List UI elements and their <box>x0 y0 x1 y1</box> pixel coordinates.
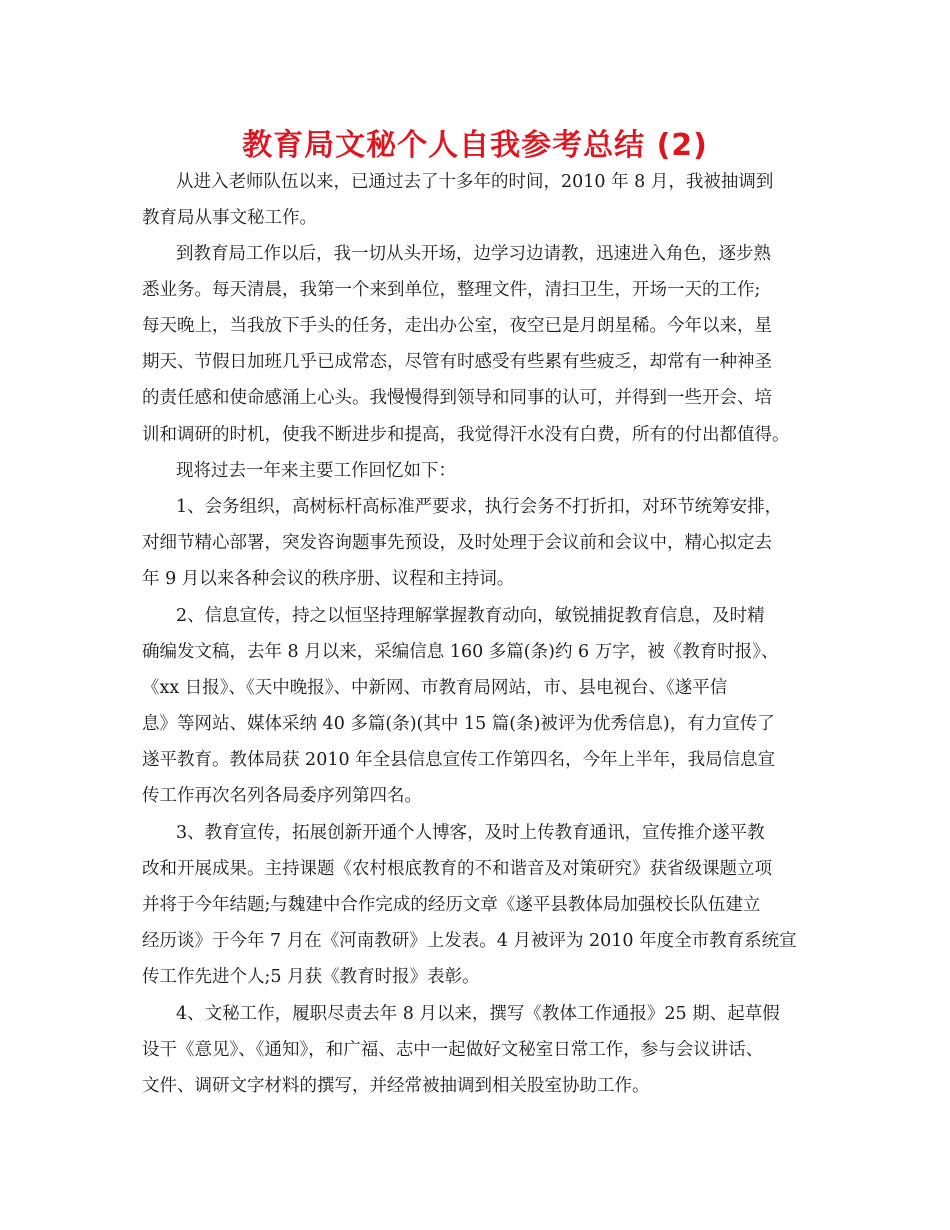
text-line: 文件、调研文字材料的撰写，并经常被抽调到相关股室协助工作。 <box>142 1076 650 1096</box>
text-line: 遂平教育。教体局获 2010 年全县信息宣传工作第四名，今年上半年，我局信息宣 <box>142 750 776 770</box>
document-title: 教育局文秘个人自我参考总结 (2) <box>242 128 708 163</box>
text-line: 息》等网站、媒体采纳 40 多篇(条)(其中 15 篇(条)被评为优秀信息)，有力宣传了 <box>142 714 775 734</box>
text-line: 每天晚上，当我放下手头的任务，走出办公室，夜空已是月朗星稀。今年以来，星 <box>142 316 772 336</box>
text-line: 设干《意见》、《通知》，和广福、志中一起做好文秘室日常工作，参与会议讲话、 <box>142 1040 764 1060</box>
text-line: 传工作先进个人;5 月获《教育时报》表彰。 <box>142 967 480 987</box>
text-line: 对细节精心部署，突发咨询题事先预设，及时处理于会议前和会议中，精心拟定去 <box>142 533 772 553</box>
text-line: 从进入老师队伍以来，已通过去了十多年的时间，2010 年 8 月，我被抽调到 <box>176 172 774 192</box>
text-line: 改和开展成果。主持课题《农村根底教育的不和谐音及对策研究》获省级课题立项 <box>142 859 772 879</box>
text-line: 3、教育宣传，拓展创新开通个人博客，及时上传教育通讯，宣传推介遂平教 <box>176 823 765 843</box>
text-line: 传工作再次名列各局委序列第四名。 <box>142 786 422 806</box>
text-line: 的责任感和使命感涌上心头。我慢慢得到领导和同事的认可，并得到一些开会、培 <box>142 388 772 408</box>
text-line: 确编发文稿，去年 8 月以来，采编信息 160 多篇(条)约 6 万字，被《教育时报》、 <box>142 642 779 662</box>
text-line: 并将于今年结题;与魏建中合作完成的经历文章《遂平县教体局加强校长队伍建立 <box>142 895 761 915</box>
text-line: 训和调研的时机，使我不断进步和提高，我觉得汗水没有白费，所有的付出都值得。 <box>142 425 790 445</box>
text-line: 教育局从事文秘工作。 <box>142 208 317 228</box>
text-line: 1、会务组织，高树标杆高标准严要求，执行会务不打折扣，对环节统筹安排， <box>176 497 783 517</box>
text-line: 2、信息宣传，持之以恒坚持理解掌握教育动向，敏锐捕捉教育信息，及时精 <box>176 606 765 626</box>
text-line: 现将过去一年来主要工作回忆如下： <box>176 461 456 481</box>
text-line: 《xx 日报》、《天中晚报》、中新网、市教育局网站，市、县电视台、《遂平信 <box>142 678 728 698</box>
text-line: 到教育局工作以后，我一切从头开场，边学习边请教，迅速进入角色，逐步熟 <box>176 244 771 264</box>
text-line: 4、文秘工作，履职尽责去年 8 月以来，撰写《教体工作通报》25 期、起草假 <box>176 1004 780 1024</box>
text-line: 悉业务。每天清晨，我第一个来到单位，整理文件，清扫卫生，开场一天的工作; <box>142 280 761 300</box>
text-line: 经历谈》于今年 7 月在《河南教研》上发表。4 月被评为 2010 年度全市教育系统宣 <box>142 931 797 951</box>
text-line: 期天、节假日加班几乎已成常态，尽管有时感受有些累有些疲乏，却常有一种神圣 <box>142 352 772 372</box>
text-line: 年 9 月以来各种会议的秩序册、议程和主持词。 <box>142 569 515 589</box>
